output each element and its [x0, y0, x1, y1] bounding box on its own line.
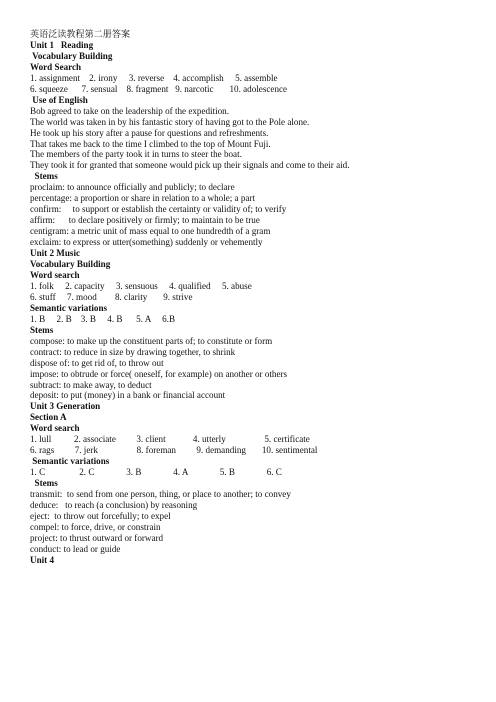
text-line: centigram: a metric unit of mass equal to one hundredth of a gram [30, 226, 271, 237]
section-heading: Unit 2 Music [30, 248, 81, 259]
text-line: Bob agreed to take on the leadership of the expedition. [30, 105, 229, 116]
text-line: proclaim: to announce officially and publicly; to declare [30, 182, 235, 193]
document-title: 英语泛读教程第二册答案 [30, 29, 131, 39]
text-line: 1. lull 2. associate 3. client 4. utterly 5. certificate [30, 434, 310, 445]
section-heading: Word search [30, 423, 80, 434]
text-line: 6. rags 7. jerk 8. foreman 9. demanding 10. sentimental [30, 445, 318, 456]
text-line: deposit: to put (money) in a bank or financial account [30, 390, 226, 401]
text-line: exclaim: to express or utter(something) suddenly or vehemently [30, 237, 263, 248]
section-heading: Vocabulary Building [30, 259, 111, 270]
text-line: 6. squeeze 7. sensual 8. fragment 9. narcotic 10. adolescence [30, 83, 288, 94]
section-heading: Word search [30, 269, 80, 280]
text-line: affirm: to declare positively or firmly; to maintain to be true [30, 215, 260, 226]
text-line: 1. B 2. B 3. B 4. B 5. A 6.B [30, 313, 176, 324]
section-heading: Use of English [30, 94, 88, 105]
text-line: compose: to make up the constituent parts of; to constitute or form [30, 335, 273, 346]
text-line: 6. stuff 7. mood 8. clarity 9. strive [30, 291, 193, 302]
document-body [30, 40, 476, 566]
section-heading: Section A [30, 412, 67, 423]
section-heading: Vocabulary Building [30, 50, 113, 61]
section-heading: Stems [30, 171, 58, 182]
text-line: That takes me back to the time I climbed to the top of Mount Fuji. [30, 138, 271, 149]
text-line: subtract: to make away, to deduct [30, 379, 152, 390]
text-line: 1. folk 2. capacity 3. sensuous 4. qualified 5. abuse [30, 280, 252, 291]
section-heading: Unit 3 Generation [30, 401, 101, 412]
text-line: dispose of: to get rid of, to throw out [30, 357, 164, 368]
section-heading: Unit 4 [30, 554, 54, 565]
text-line: compel: to force, drive, or constrain [30, 521, 161, 532]
text-line: contract: to reduce in size by drawing together, to shrink [30, 346, 236, 357]
section-heading: Semantic variations [30, 302, 108, 313]
text-line: percentage: a proportion or share in relation to a whole; a part [30, 193, 255, 204]
section-heading: Stems [30, 324, 54, 335]
section-heading: Semantic variations [30, 456, 110, 467]
text-line: He took up his story after a pause for questions and refreshments. [30, 127, 269, 138]
text-line: The members of the party took it in turns to steer the boat. [30, 149, 242, 160]
text-line: They took it for granted that someone would pick up their signals and come to their aid. [30, 160, 350, 171]
text-line: project: to thrust outward or forward [30, 532, 164, 543]
text-line: 1. C 2. C 3. B 4. A 5. B 6. C [30, 467, 282, 478]
section-heading: Unit 1 Reading [30, 39, 94, 50]
section-heading: Stems [30, 478, 58, 489]
text-line: 1. assignment 2. irony 3. reverse 4. accomplish 5. assemble [30, 72, 278, 83]
text-line: eject: to throw out forcefully; to expel [30, 510, 171, 521]
section-heading: Word Search [30, 61, 82, 72]
text-line: deduce: to reach (a conclusion) by reasoning [30, 499, 198, 510]
text-line: transmit: to send from one person, thing, or place to another; to convey [30, 489, 291, 500]
text-line: conduct: to lead or guide [30, 543, 121, 554]
text-line: confirm: to support or establish the certainty or validity of; to verify [30, 204, 287, 215]
text-line: impose: to obtrude or force( oneself, for example) on another or others [30, 368, 288, 379]
text-line: The world was taken in by his fantastic story of having got to the Pole alone. [30, 116, 310, 127]
